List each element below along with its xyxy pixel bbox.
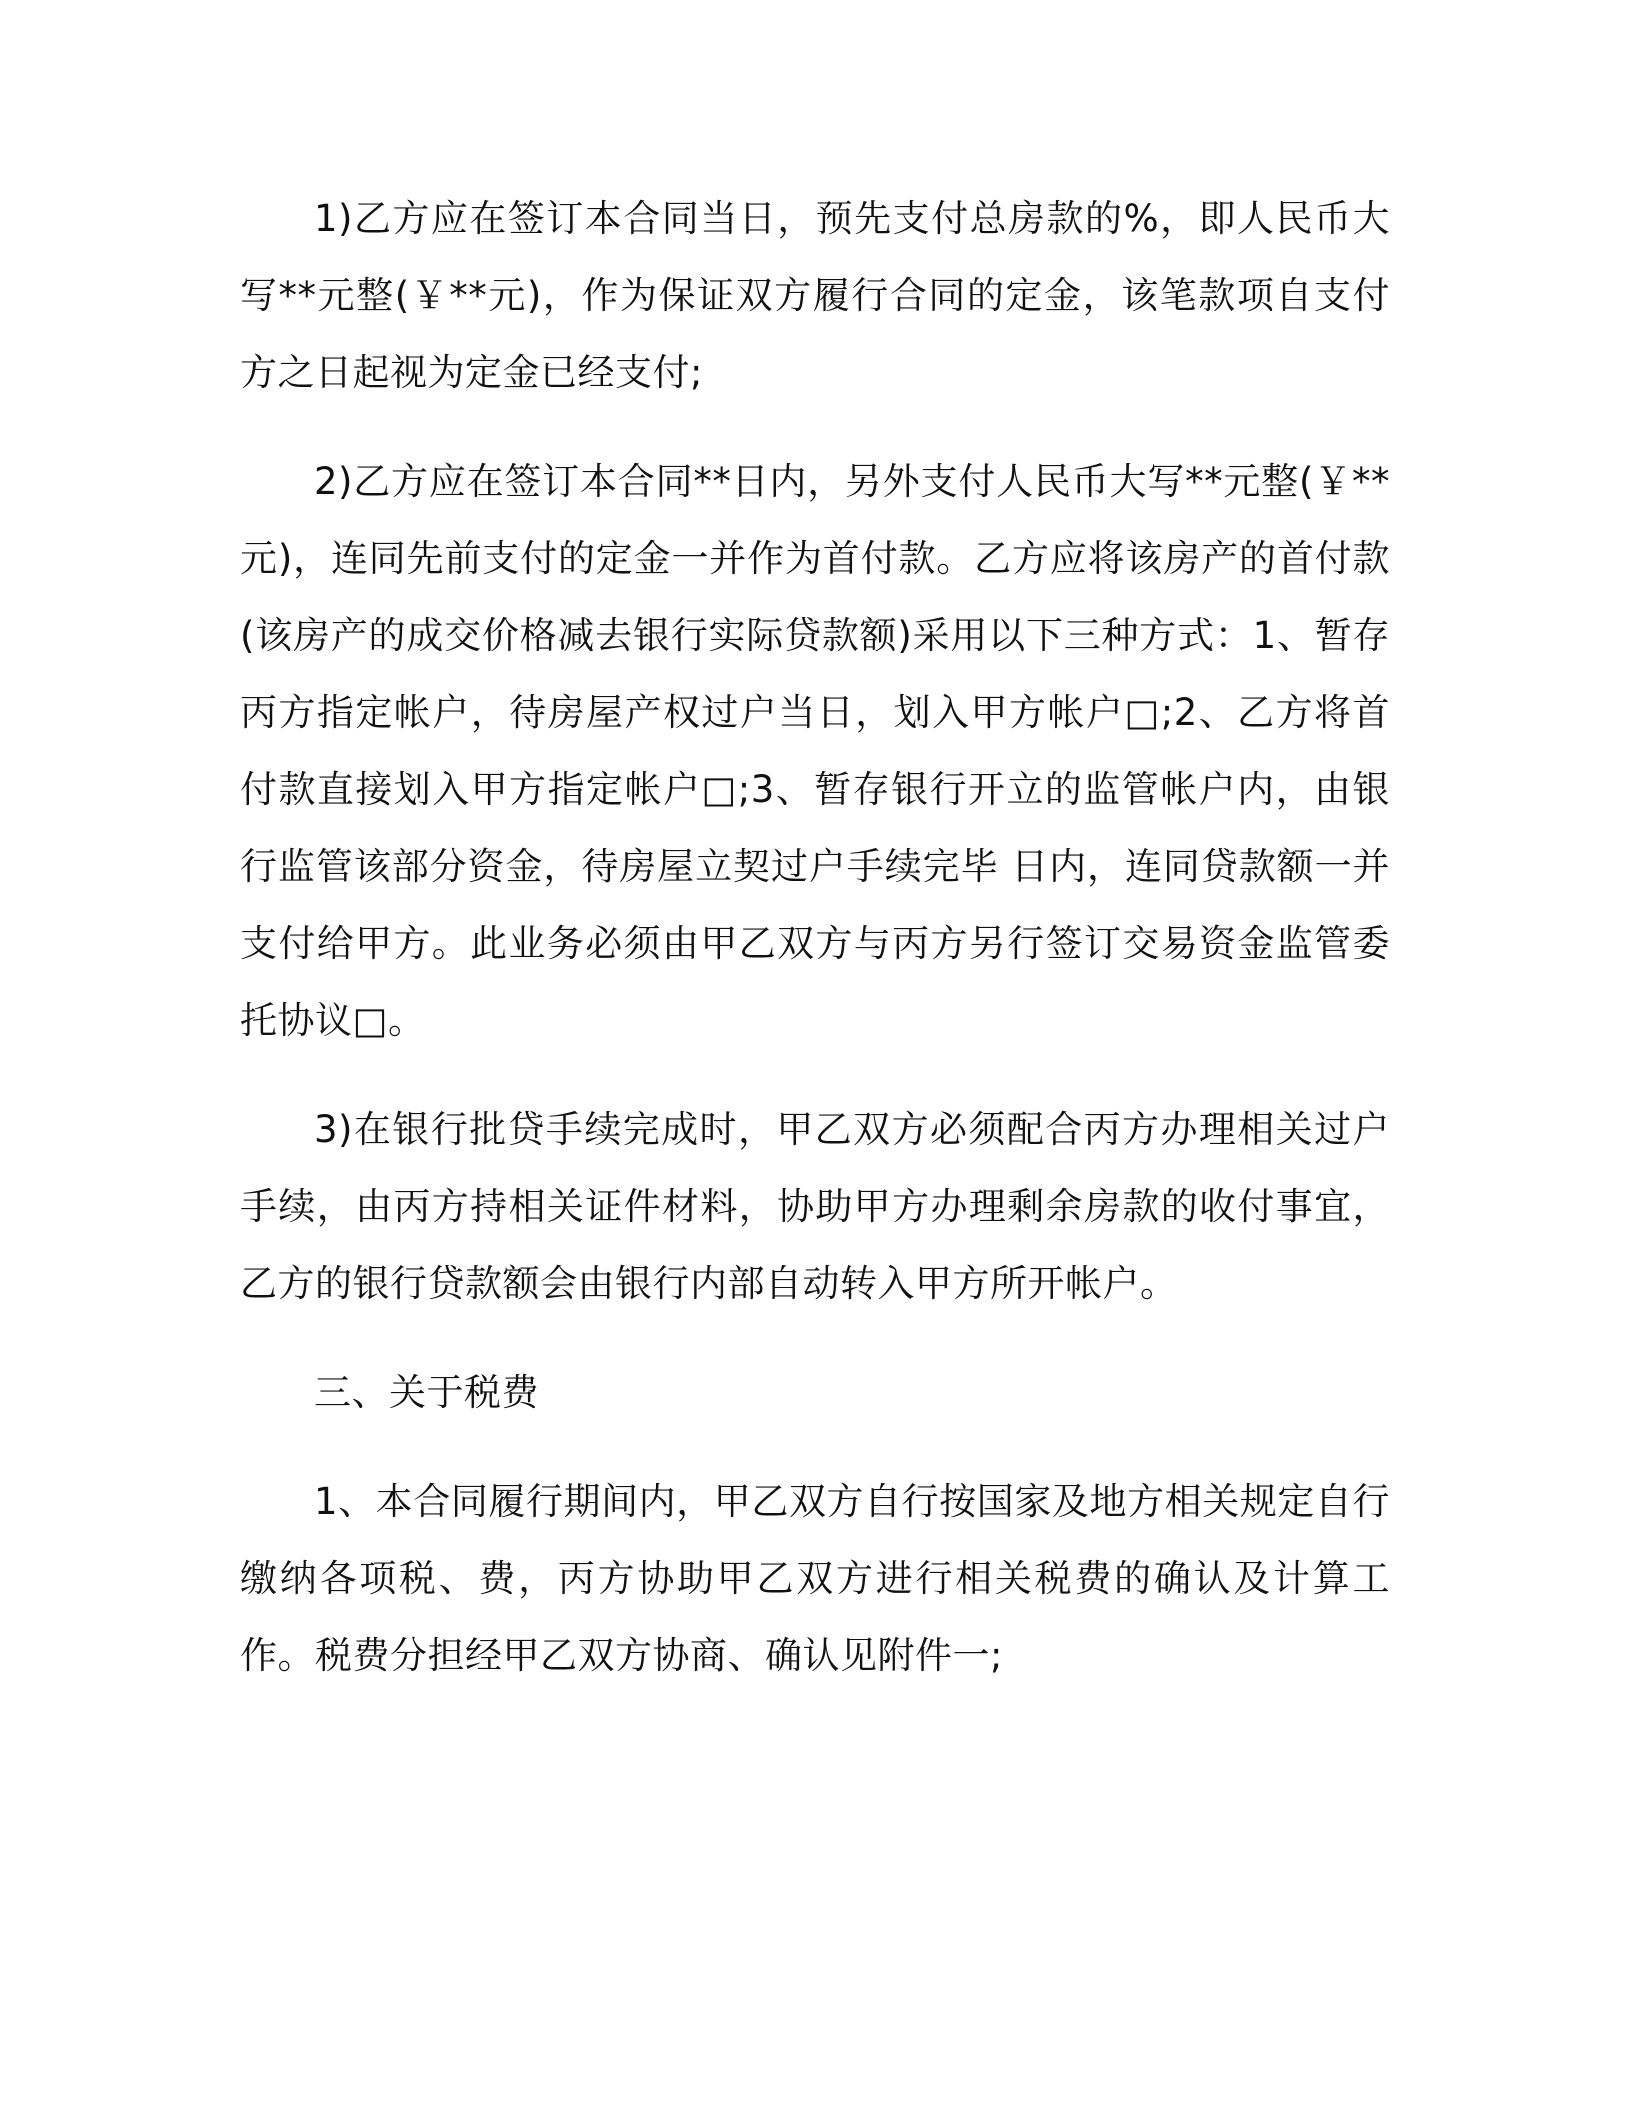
paragraph-deposit-payment: 1)乙方应在签订本合同当日，预先支付总房款的%，即人民币大写**元整(￥**元)，作为保证双方履行合同的定金，该笔款项自支付方之日起视为定金已经支付;: [240, 197, 1390, 394]
paragraph-tax-obligations: 1、本合同履行期间内，甲乙双方自行按国家及地方相关规定自行缴纳各项税、费，丙方协助甲乙双方进行相关税费的确认及计算工作。税费分担经甲乙双方协商、确认见附件一;: [240, 1480, 1390, 1677]
section-heading-taxes: 三、关于税费: [314, 1371, 539, 1414]
paragraph-loan-transfer: 3)在银行批贷手续完成时，甲乙双方必须配合丙方办理相关过户手续，由丙方持相关证件材料，协助甲方办理剩余房款的收付事宜，乙方的银行贷款额会由银行内部自动转入甲方所开帐户。: [240, 1108, 1390, 1305]
document-body: [240, 180, 1390, 1726]
paragraph-down-payment: 2)乙方应在签订本合同**日内，另外支付人民币大写**元整(￥**元)，连同先前支付的定金一并作为首付款。乙方应将该房产的首付款(该房产的成交价格减去银行实际贷款额)采用以下三种方式：1、暂存丙方指定帐户，待房屋产权过户当日，划入甲方帐户□;2、乙方将首付款直接划入甲方指定帐户□;3、暂存银行开立的监管帐户内，由银行监管该部分资金，待房屋立契过户手续完毕 日内，连同贷款额一并支付给甲方。此业务必须由甲乙双方与丙方另行签订交易资金监管委托协议□。: [240, 460, 1390, 1042]
